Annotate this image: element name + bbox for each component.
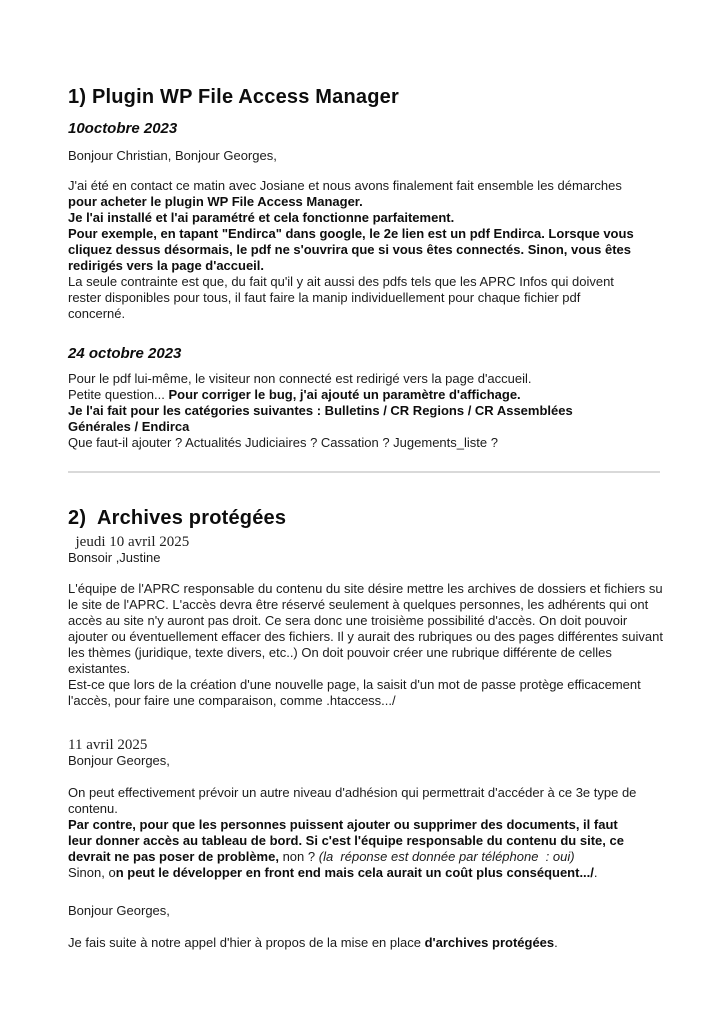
text-run: redirigés vers la page d'accueil. bbox=[68, 258, 265, 273]
text-run: Bonjour Georges, bbox=[68, 753, 170, 768]
text-run: Bonsoir ,Justine bbox=[68, 550, 161, 565]
text-run: 11 avril 2025 bbox=[68, 737, 148, 753]
text-line bbox=[68, 801, 660, 817]
paragraph-bug-fix bbox=[68, 371, 660, 451]
text-run: Je l'ai fait pour les catégories suivantes : Bulletins / CR Regions / CR Assemblées bbox=[68, 403, 573, 418]
paragraph-follow-up bbox=[68, 935, 660, 951]
text-run: L'équipe de l'APRC responsable du contenu du site désire mettre les archives de dossiers et fichiers su bbox=[68, 581, 663, 596]
text-line bbox=[68, 817, 660, 833]
text-run: le site de l'APRC. L'accès devra être réservé seulement à quelques personnes, les adhérents qui ont bbox=[68, 597, 649, 612]
text-run: rester disponibles pour tous, il faut faire la manip individuellement pour chaque fichier pdf bbox=[68, 290, 581, 305]
text-run: Générales / Endirca bbox=[68, 419, 190, 434]
greeting-bonsoir-justine bbox=[68, 550, 660, 566]
text-line bbox=[68, 371, 660, 387]
text-run: 2) Archives protégées bbox=[68, 507, 287, 529]
text-line bbox=[68, 242, 660, 258]
text-line bbox=[68, 661, 660, 677]
text-line bbox=[68, 419, 660, 435]
text-line bbox=[68, 693, 660, 709]
text-line bbox=[68, 387, 660, 403]
text-run: Pour exemple, en tapant "Endirca" dans google, le 2e lien est un pdf Endirca. Lorsque vous bbox=[68, 226, 634, 241]
text-line bbox=[68, 534, 660, 550]
text-line bbox=[68, 865, 660, 881]
text-run: n peut le développer en front end mais cela aurait un coût plus conséquent.../ bbox=[115, 865, 594, 880]
paragraph-archives-request bbox=[68, 581, 663, 709]
date-jeudi-10-avril-2025 bbox=[68, 534, 660, 550]
text-line bbox=[68, 274, 660, 290]
text-line bbox=[68, 645, 660, 661]
text-run: . bbox=[593, 865, 598, 880]
text-run: (la réponse est donnée par téléphone : oui) bbox=[318, 849, 575, 864]
text-run: l'accès, pour faire une comparaison, comme .htaccess.../ bbox=[68, 693, 396, 708]
text-line bbox=[68, 121, 660, 137]
text-line bbox=[68, 258, 660, 274]
heading-archives-protegees bbox=[68, 506, 660, 530]
text-line bbox=[68, 597, 660, 613]
text-run: existantes. bbox=[68, 661, 131, 676]
text-run: Pour le pdf lui-même, le visiteur non connecté est redirigé vers la page d'accueil. bbox=[68, 371, 532, 386]
text-run: Bonjour Georges, bbox=[68, 903, 170, 918]
text-line bbox=[68, 629, 663, 645]
text-run: Est-ce que lors de la création d'une nouvelle page, la saisit d'un mot de passe protège efficacement bbox=[68, 677, 641, 692]
text-run: J'ai été en contact ce matin avec Josiane et nous avons finalement fait ensemble les démarches bbox=[68, 178, 622, 193]
text-run: Par contre, pour que les personnes puissent ajouter ou supprimer des documents, il faut bbox=[68, 817, 618, 832]
text-line bbox=[68, 178, 660, 194]
text-line bbox=[68, 737, 660, 753]
text-line bbox=[68, 290, 660, 306]
text-run: On peut effectivement prévoir un autre niveau d'adhésion qui permettrait d'accéder à ce 3e type de bbox=[68, 785, 637, 800]
text-run: La seule contrainte est que, du fait qu'il y ait aussi des pdfs tels que les APRC Infos qui doivent bbox=[68, 274, 614, 289]
text-run: 10octobre 2023 bbox=[68, 120, 178, 137]
text-line bbox=[68, 346, 660, 362]
text-line bbox=[68, 849, 660, 865]
text-run: d'archives protégées bbox=[424, 935, 555, 950]
text-line bbox=[68, 785, 660, 801]
text-run: ajouter ou éventuellement effacer des fichiers. Il y aurait des rubriques ou des pages différentes suivant bbox=[68, 629, 663, 644]
text-run: jeudi 10 avril 2025 bbox=[68, 534, 190, 550]
text-line bbox=[68, 403, 660, 419]
text-run: cliquez dessus désormais, le pdf ne s'ouvrira que si vous êtes connectés. Sinon, vous êtes bbox=[68, 242, 631, 257]
paragraph-plugin-purchase bbox=[68, 178, 660, 322]
date-24-octobre-2023 bbox=[68, 346, 660, 362]
text-run: Petite question... bbox=[68, 387, 169, 402]
date-11-avril-2025 bbox=[68, 737, 660, 753]
text-run: devrait ne pas poser de problème, bbox=[68, 849, 279, 864]
text-run: Bonjour Christian, Bonjour Georges, bbox=[68, 148, 277, 163]
greeting-bonjour-georges-2 bbox=[68, 903, 660, 919]
date-10-octobre-2023 bbox=[68, 121, 660, 137]
document-body bbox=[68, 85, 663, 951]
text-line bbox=[68, 753, 660, 769]
text-run: non ? bbox=[278, 849, 319, 864]
text-line bbox=[68, 677, 660, 693]
paragraph-adhesion-reply bbox=[68, 785, 660, 881]
heading-plugin-wp-file-access-manager bbox=[68, 85, 660, 109]
text-line bbox=[68, 226, 660, 242]
text-run: Que faut-il ajouter ? Actualités Judiciaires ? Cassation ? Jugements_liste ? bbox=[68, 435, 498, 450]
text-run: Sinon, o bbox=[68, 865, 116, 880]
text-run: pour acheter le plugin WP File Access Manager. bbox=[68, 194, 363, 209]
text-run: 24 octobre 2023 bbox=[68, 345, 182, 362]
text-run: . bbox=[554, 935, 558, 950]
text-line bbox=[68, 903, 660, 919]
text-line bbox=[68, 506, 660, 530]
text-line bbox=[68, 85, 660, 109]
text-line bbox=[68, 194, 660, 210]
text-line bbox=[68, 148, 660, 164]
text-run: contenu. bbox=[68, 801, 118, 816]
text-run: accès au site n'y auront pas droit. Ce sera donc une troisième possibilité d'accès. On doit pouvoir bbox=[68, 613, 628, 628]
text-run: les thèmes (juridique, texte divers, etc..) On doit pouvoir créer une rubrique différente de celles bbox=[68, 645, 612, 660]
text-run: Je l'ai installé et l'ai paramétré et cela fonctionne parfaitement. bbox=[68, 210, 455, 225]
text-line bbox=[68, 210, 660, 226]
text-line bbox=[68, 550, 660, 566]
text-line bbox=[68, 613, 660, 629]
text-run: concerné. bbox=[68, 306, 126, 321]
greeting-christian-georges bbox=[68, 148, 660, 164]
section-divider bbox=[68, 471, 660, 473]
greeting-bonjour-georges-1 bbox=[68, 753, 660, 769]
text-line bbox=[68, 581, 663, 597]
text-run: Pour corriger le bug, j'ai ajouté un paramètre d'affichage. bbox=[168, 387, 521, 402]
text-line bbox=[68, 935, 660, 951]
text-run: leur donner accès au tableau de bord. Si c'est l'équipe responsable du contenu du site, ce bbox=[68, 833, 624, 848]
text-run: Je fais suite à notre appel d'hier à propos de la mise en place bbox=[68, 935, 425, 950]
text-run: 1) Plugin WP File Access Manager bbox=[68, 86, 399, 108]
text-line bbox=[68, 833, 660, 849]
text-line bbox=[68, 306, 660, 322]
text-line bbox=[68, 435, 660, 451]
